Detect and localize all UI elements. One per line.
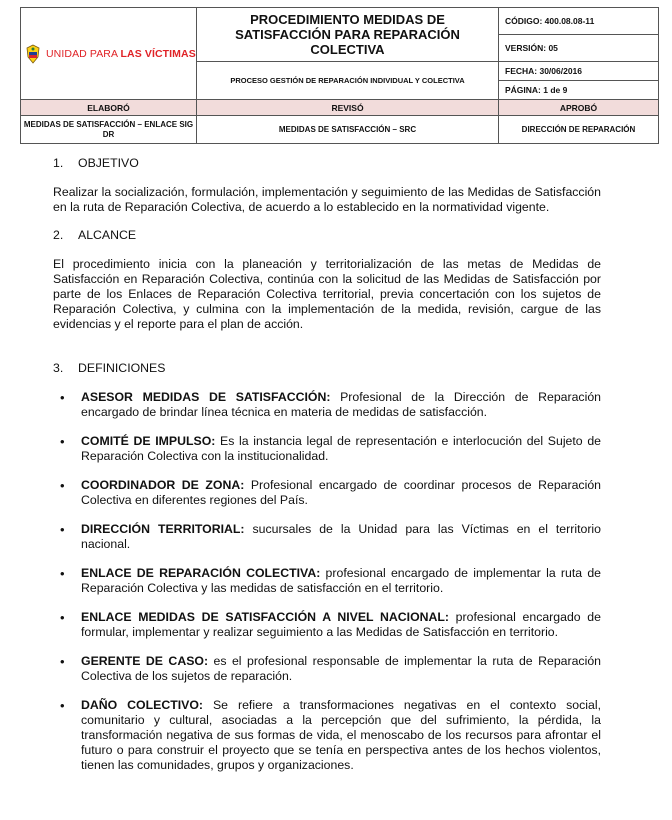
definition-item: • GERENTE DE CASO: es el profesional responsable de implementar la ruta de Reparación Colectiva de los sujetos de reparación. bbox=[60, 654, 601, 683]
process-name: PROCESO GESTIÓN DE REPARACIÓN INDIVIDUAL Y COLECTIVA bbox=[197, 62, 499, 100]
definition-item: • ENLACE DE REPARACIÓN COLECTIVA: profesional encargado de implementar la ruta de Reparación Colectiva y las medidas de satisfacción en el territorio. bbox=[60, 566, 601, 595]
document-code: CÓDIGO: 400.08.08-11 bbox=[499, 8, 659, 35]
document-header-table bbox=[20, 7, 659, 144]
document-date: FECHA: 30/06/2016 bbox=[499, 62, 659, 81]
role-value-elaboro: MEDIDAS DE SATISFACCIÓN – ENLACE SIG DR bbox=[21, 116, 197, 144]
colombia-emblem-icon bbox=[25, 44, 41, 64]
section-heading-alcance: 2. ALCANCE bbox=[53, 228, 137, 242]
unidad-victimas-logo: UNIDAD PARA LAS VÍCTIMAS bbox=[21, 44, 196, 64]
role-value-aprobo: DIRECCIÓN DE REPARACIÓN bbox=[499, 116, 659, 144]
section-heading-objetivo: 1. OBJETIVO bbox=[53, 156, 139, 170]
logo-cell bbox=[21, 8, 197, 100]
document-title: PROCEDIMIENTO MEDIDAS DE SATISFACCIÓN PARA REPARACIÓN COLECTIVA bbox=[197, 8, 499, 62]
role-value-reviso: MEDIDAS DE SATISFACCIÓN – SRC bbox=[197, 116, 499, 144]
role-header-reviso: REVISÓ bbox=[197, 100, 499, 116]
document-body bbox=[53, 156, 601, 773]
document-version: VERSIÓN: 05 bbox=[499, 35, 659, 62]
definition-item: • DIRECCIÓN TERRITORIAL: sucursales de la Unidad para las Víctimas en el territorio nacional. bbox=[60, 522, 601, 551]
page-number: PÁGINA: 1 de 9 bbox=[499, 81, 659, 100]
section-heading-definiciones: 3. DEFINICIONES bbox=[53, 361, 166, 375]
definition-item: • ENLACE MEDIDAS DE SATISFACCIÓN A NIVEL NACIONAL: profesional encargado de formular, implementar y realizar seguimiento a las Medidas de Satisfacción en territorio. bbox=[60, 610, 601, 639]
definition-item: • COORDINADOR DE ZONA: Profesional encargado de coordinar procesos de Reparación Colectiva en diferentes regiones del País. bbox=[60, 478, 601, 507]
definition-item: • ASESOR MEDIDAS DE SATISFACCIÓN: Profesional de la Dirección de Reparación encargado de brindar línea técnica en materia de medidas de satisfacción. bbox=[60, 390, 601, 419]
definitions-list bbox=[53, 390, 601, 773]
section-text-alcance: El procedimiento inicia con la planeación y territorialización de las metas de Medidas de Satisfacción en Reparación Colectiva, continúa con la solicitud de las Medidas de Satisfacción por parte de los Enlaces de Reparación Colectiva territorial, previa concertación con los sujetos de Reparación Colectiva, y culmina con la implementación de la medida, revisión, cargue de las evidencias y el reporte para el plan de acción. bbox=[53, 257, 601, 331]
definition-item: • COMITÉ DE IMPULSO: Es la instancia legal de representación e interlocución del Sujeto de Reparación Colectiva con la institucionalidad. bbox=[60, 434, 601, 463]
section-text-objetivo: Realizar la socialización, formulación, implementación y seguimiento de las Medidas de Satisfacción en la ruta de Reparación Colectiva, de acuerdo a lo establecido en la normatividad vigente. bbox=[53, 185, 601, 214]
role-header-aprobo: APROBÓ bbox=[499, 100, 659, 116]
definition-item: • DAÑO COLECTIVO: Se refiere a transformaciones negativas en el contexto social, comunitario y cultural, asociadas a la percepción que del sufrimiento, la pérdida, la transformación negativa de sus formas de vida, el menoscabo de los recursos para afrontar el futuro o para construir el proyecto que se tenía en perspectiva antes de los hechos violentos, tienen las comunidades, grupos y organizaciones. bbox=[60, 698, 602, 772]
role-header-elaboro: ELABORÓ bbox=[21, 100, 197, 116]
